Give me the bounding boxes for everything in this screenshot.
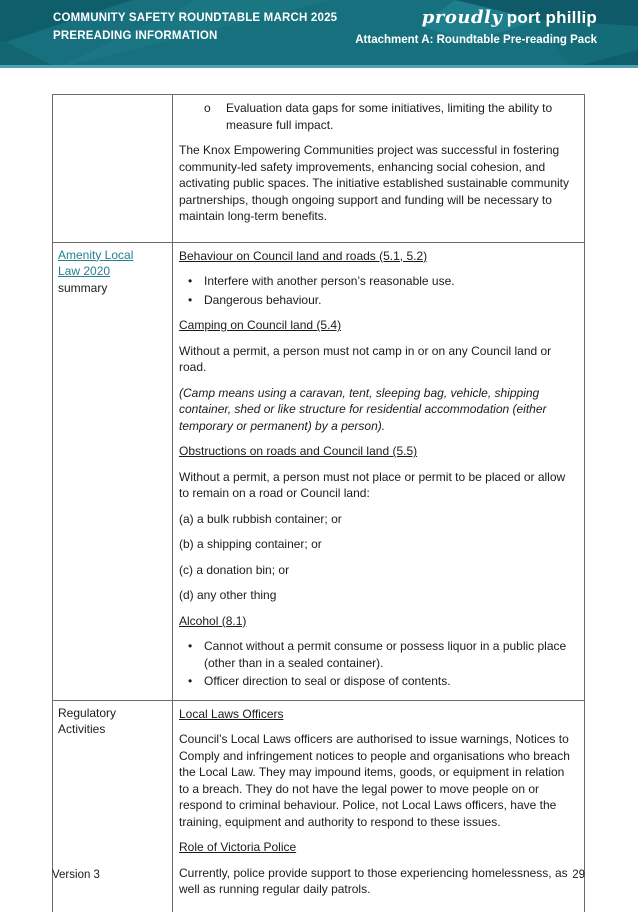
bullet-marker: • xyxy=(188,674,193,688)
page-footer xyxy=(52,869,585,881)
section-heading: Behaviour on Council land and roads (5.1, 5.2) xyxy=(179,248,428,263)
paragraph-italic: (Camp means using a caravan, tent, sleeping bag, vehicle, shipping container, shed or like structure for residential accommodation (either temporary or permanent) by a person). xyxy=(179,385,547,433)
paragraph: The Knox Empowering Communities project was successful in fostering community-led safety improvements, enhancing social cohesion, and activating public spaces. The initiative established sustainable community partnerships, though ongoing support and funding will be necessary to maintain long-term benefits. xyxy=(179,143,569,223)
bullet-item xyxy=(179,673,575,690)
section-heading: Camping on Council land (5.4) xyxy=(179,318,342,332)
list-item-text: Dangerous behaviour. xyxy=(204,292,322,307)
paragraph: Without a permit, a person must not place or permit to be placed or allow to remain on a road or Council land: xyxy=(179,469,566,500)
paragraph: Council’s Local Laws officers are authorised to issue warnings, Notices to Comply and infringement notices to people and organisations who breach the Local Law. They may impound items, goods, or equipment in relation to a breach. They do not have the legal power to move people on or respond to criminal behaviour. Police, not Local Laws officers, have the training, equipment and authority to respond to these issues. xyxy=(179,732,570,829)
list-item-text: Officer direction to seal or dispose of contents. xyxy=(204,674,451,688)
paragraph: (a) a bulk rubbish container; or xyxy=(179,511,342,526)
section-heading: Role of Victoria Police xyxy=(179,840,297,854)
page-number: 29 xyxy=(572,869,585,881)
list-item-text: Evaluation data gaps for some initiatives, limiting the ability to measure full impact. xyxy=(226,101,553,132)
bullet-marker: • xyxy=(188,274,193,288)
document-title-line2: PREREADING INFORMATION xyxy=(53,30,218,42)
row-content-cell xyxy=(173,243,584,700)
row-label-text: summary xyxy=(58,280,108,295)
logo-script-text: proudly xyxy=(421,7,503,28)
amenity-local-law-link[interactable]: Amenity Local Law 2020 xyxy=(58,247,134,278)
row-label-cell xyxy=(53,95,173,242)
bullet-item xyxy=(179,292,575,309)
row-content-cell xyxy=(173,95,584,242)
section-heading: Obstructions on roads and Council land (5.5) xyxy=(179,444,418,458)
bullet-item xyxy=(179,638,575,671)
bullet-item xyxy=(179,273,575,290)
paragraph: Without a permit, a person must not camp in or on any Council land or road. xyxy=(179,343,552,374)
section-heading: Local Laws Officers xyxy=(179,706,284,721)
row-label-text: Regulatory Activities xyxy=(58,705,117,736)
bullet-marker: • xyxy=(188,639,193,653)
version-label: Version 3 xyxy=(52,869,100,881)
banner-right-block xyxy=(355,7,597,46)
sub-bullet-marker: o xyxy=(204,101,211,115)
paragraph: Currently, police provide support to those experiencing homelessness, as well as running regular daily patrols. xyxy=(179,865,568,896)
paragraph: (c) a donation bin; or xyxy=(179,562,290,577)
list-item-text: Interfere with another person’s reasonable use. xyxy=(204,274,455,288)
document-title xyxy=(53,9,337,45)
logo-bold-text: port phillip xyxy=(506,8,597,27)
row-label-cell xyxy=(53,243,173,700)
header-banner xyxy=(0,0,638,68)
sub-bullet-item xyxy=(179,100,575,133)
document-title-line1: COMMUNITY SAFETY ROUNDTABLE MARCH 2025 xyxy=(53,12,338,24)
table-row xyxy=(53,95,584,242)
paragraph: (b) a shipping container; or xyxy=(179,537,322,551)
attachment-label: Attachment A: Roundtable Pre-reading Pack xyxy=(355,34,597,46)
section-heading: Alcohol (8.1) xyxy=(179,613,247,628)
prereading-table xyxy=(52,94,585,912)
list-item-text: Cannot without a permit consume or possess liquor in a public place (other than in a sealed container). xyxy=(204,639,567,670)
bullet-marker: • xyxy=(188,292,193,307)
paragraph: (d) any other thing xyxy=(179,588,277,602)
table-row xyxy=(53,242,584,700)
port-phillip-logo xyxy=(355,7,597,28)
